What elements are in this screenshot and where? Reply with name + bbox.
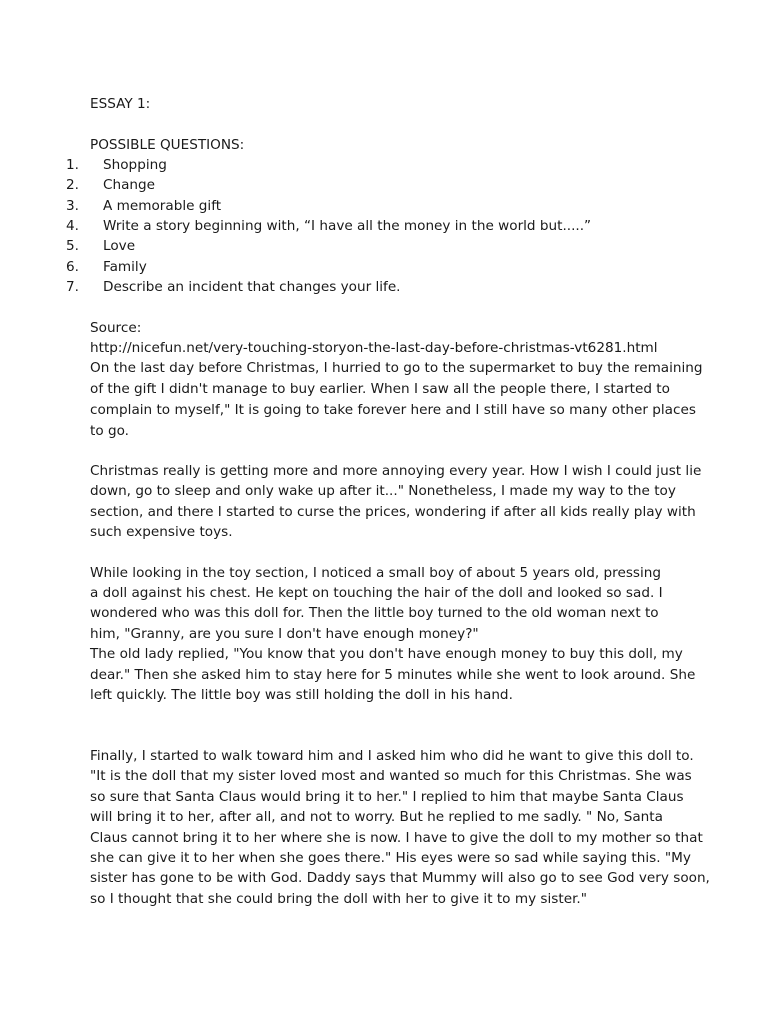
- list-item-text: Describe an incident that changes your life.: [103, 279, 401, 295]
- paragraph-line: him, "Granny, are you sure I don't have enough money?": [90, 626, 479, 642]
- paragraph-line: While looking in the toy section, I noticed a small boy of about 5 years old, pressing: [90, 565, 662, 581]
- paragraph-line: she can give it to her when she goes there." His eyes were so sad while saying this. "My: [90, 850, 691, 866]
- paragraph-line: a doll against his chest. He kept on touching the hair of the doll and looked so sad. I: [90, 585, 663, 601]
- list-item-number: 6.: [66, 259, 79, 275]
- paragraph-line: complain to myself," It is going to take forever here and I still have so many other places: [90, 402, 696, 418]
- list-item-number: 3.: [66, 198, 79, 214]
- paragraph-line: wondered who was this doll for. Then the little boy turned to the old woman next to: [90, 605, 659, 621]
- source-url: http://nicefun.net/very-touching-storyon-the-last-day-before-christmas-vt6281.html: [90, 340, 658, 356]
- paragraph-line: On the last day before Christmas, I hurried to go to the supermarket to buy the remaining: [90, 360, 703, 376]
- paragraph-line: sister has gone to be with God. Daddy says that Mummy will also go to see God very soon,: [90, 870, 710, 886]
- paragraph-line: section, and there I started to curse the prices, wondering if after all kids really play with: [90, 504, 696, 520]
- paragraph-line: Claus cannot bring it to her where she is now. I have to give the doll to my mother so that: [90, 830, 703, 846]
- paragraph-line: such expensive toys.: [90, 524, 233, 540]
- list-item-number: 2.: [66, 177, 79, 193]
- questions-heading: POSSIBLE QUESTIONS:: [90, 137, 245, 153]
- source-label: Source:: [90, 320, 142, 336]
- list-item-text: Love: [103, 238, 136, 254]
- list-item-number: 1.: [66, 157, 79, 173]
- list-item-text: Shopping: [103, 157, 167, 173]
- list-item-text: Family: [103, 259, 147, 275]
- paragraph-line: down, go to sleep and only wake up after it..." Nonetheless, I made my way to the toy: [90, 483, 676, 499]
- list-item-text: Write a story beginning with, “I have all the money in the world but.....”: [103, 218, 592, 234]
- essay-heading: ESSAY 1:: [90, 96, 151, 112]
- paragraph-line: left quickly. The little boy was still holding the doll in his hand.: [90, 687, 513, 703]
- paragraph-line: The old lady replied, "You know that you don't have enough money to buy this doll, my: [90, 646, 683, 662]
- list-item-number: 4.: [66, 218, 79, 234]
- paragraph-line: so I thought that she could bring the doll with her to give it to my sister.": [90, 891, 587, 907]
- paragraph-line: dear." Then she asked him to stay here for 5 minutes while she went to look around. She: [90, 667, 696, 683]
- paragraph-line: of the gift I didn't manage to buy earlier. When I saw all the people there, I started to: [90, 381, 670, 397]
- paragraph-line: to go.: [90, 423, 129, 439]
- paragraph-line: Finally, I started to walk toward him and I asked him who did he want to give this doll to.: [90, 748, 694, 764]
- list-item-text: Change: [103, 177, 156, 193]
- paragraph-line: Christmas really is getting more and more annoying every year. How I wish I could just lie: [90, 463, 702, 479]
- list-item-number: 5.: [66, 238, 79, 254]
- list-item-text: A memorable gift: [103, 198, 222, 214]
- paragraph-line: will bring it to her, after all, and not to worry. But he replied to me sadly. " No, Santa: [90, 809, 663, 825]
- paragraph-line: so sure that Santa Claus would bring it to her." I replied to him that maybe Santa Claus: [90, 789, 684, 805]
- list-item-number: 7.: [66, 279, 79, 295]
- paragraph-line: "It is the doll that my sister loved most and wanted so much for this Christmas. She was: [90, 768, 692, 784]
